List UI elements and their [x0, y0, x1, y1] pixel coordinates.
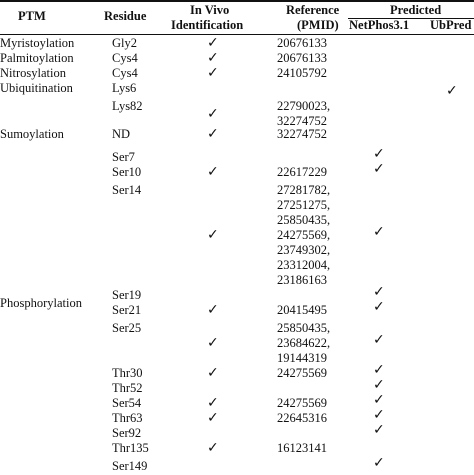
ptm-label: Ubiquitination — [0, 81, 73, 95]
residue-cell: Gly2 — [112, 36, 137, 50]
residue-cell: Ser25 — [112, 321, 142, 335]
netphos-check-icon: ✓ — [373, 455, 385, 471]
reference-pmid: 32274752 — [277, 127, 327, 141]
ptm-label: Phosphorylation — [0, 296, 82, 310]
reference-pmid: 25850435, — [277, 213, 331, 227]
reference-pmid: 22645316 — [277, 411, 327, 425]
header-predicted: Predicted — [390, 3, 442, 17]
in-vivo-check-icon: ✓ — [207, 106, 219, 122]
residue-cell: Lys6 — [112, 81, 137, 95]
netphos-check-icon: ✓ — [373, 146, 385, 162]
reference-pmid: 27281782, — [277, 183, 331, 197]
reference-pmid: 23684622, — [277, 336, 331, 350]
reference-pmid: 20415495 — [277, 303, 327, 317]
header-reference-line1: Reference — [286, 3, 340, 17]
residue-cell: Thr63 — [112, 411, 143, 425]
in-vivo-check-icon: ✓ — [207, 440, 219, 456]
in-vivo-check-icon: ✓ — [207, 164, 219, 180]
reference-pmid: 22617229 — [277, 165, 327, 179]
residue-cell: Thr135 — [112, 441, 149, 455]
reference-pmid: 27251275, — [277, 198, 331, 212]
reference-pmid: 24275569, — [277, 228, 331, 242]
residue-cell: Thr30 — [112, 366, 143, 380]
residue-cell: Ser54 — [112, 396, 142, 410]
residue-cell: Ser149 — [112, 459, 148, 473]
residue-cell: Cys4 — [112, 51, 138, 65]
ubpred-check-icon: ✓ — [446, 83, 458, 99]
reference-pmid: 24275569 — [277, 366, 327, 380]
header-ubpred: UbPred — [430, 18, 472, 32]
netphos-check-icon: ✓ — [373, 422, 385, 438]
header-rule — [0, 34, 474, 35]
header-in-vivo-line1: In Vivo — [190, 3, 230, 17]
reference-pmid: 16123141 — [277, 441, 327, 455]
residue-cell: Ser19 — [112, 288, 142, 302]
header-ptm: PTM — [18, 9, 46, 23]
reference-pmid: 32274752 — [277, 114, 327, 128]
residue-cell: Ser7 — [112, 150, 135, 164]
ptm-label: Nitrosylation — [0, 66, 66, 80]
reference-pmid: 23186163 — [277, 273, 327, 287]
reference-pmid: 20676133 — [277, 36, 327, 50]
header-reference-line2: (PMID) — [297, 18, 339, 32]
netphos-check-icon: ✓ — [373, 284, 385, 300]
header-in-vivo-line2: Identification — [171, 18, 244, 32]
ptm-label: Myristoylation — [0, 36, 75, 50]
residue-cell: Lys82 — [112, 99, 143, 113]
reference-pmid: 25850435, — [277, 321, 331, 335]
in-vivo-check-icon: ✓ — [207, 302, 219, 318]
netphos-check-icon: ✓ — [373, 161, 385, 177]
in-vivo-check-icon: ✓ — [207, 335, 219, 351]
in-vivo-check-icon: ✓ — [207, 50, 219, 66]
residue-cell: Thr52 — [112, 381, 143, 395]
reference-pmid: 20676133 — [277, 51, 327, 65]
reference-pmid: 23312004, — [277, 258, 331, 272]
ptm-label: Palmitoylation — [0, 51, 74, 65]
in-vivo-check-icon: ✓ — [207, 410, 219, 426]
header-netphos: NetPhos3.1 — [349, 18, 410, 32]
reference-pmid: 24275569 — [277, 396, 327, 410]
reference-pmid: 23749302, — [277, 243, 331, 257]
in-vivo-check-icon: ✓ — [207, 65, 219, 81]
residue-cell: Ser10 — [112, 165, 142, 179]
residue-cell: Cys4 — [112, 66, 138, 80]
netphos-check-icon: ✓ — [373, 299, 385, 315]
netphos-check-icon: ✓ — [373, 377, 385, 393]
netphos-check-icon: ✓ — [373, 224, 385, 240]
netphos-check-icon: ✓ — [373, 362, 385, 378]
in-vivo-check-icon: ✓ — [207, 395, 219, 411]
netphos-check-icon: ✓ — [373, 392, 385, 408]
netphos-check-icon: ✓ — [373, 332, 385, 348]
ptm-label: Sumoylation — [0, 127, 64, 141]
header-residue: Residue — [104, 9, 147, 23]
in-vivo-check-icon: ✓ — [207, 365, 219, 381]
reference-pmid: 19144319 — [277, 351, 327, 365]
netphos-check-icon: ✓ — [373, 407, 385, 423]
residue-cell: Ser14 — [112, 183, 142, 197]
in-vivo-check-icon: ✓ — [207, 35, 219, 51]
reference-pmid: 24105792 — [277, 66, 327, 80]
residue-cell: Ser92 — [112, 426, 142, 440]
residue-cell: Ser21 — [112, 303, 142, 317]
residue-cell: ND — [112, 127, 131, 141]
in-vivo-check-icon: ✓ — [207, 227, 219, 243]
top-rule — [0, 0, 474, 2]
in-vivo-check-icon: ✓ — [207, 126, 219, 142]
reference-pmid: 22790023, — [277, 99, 331, 113]
